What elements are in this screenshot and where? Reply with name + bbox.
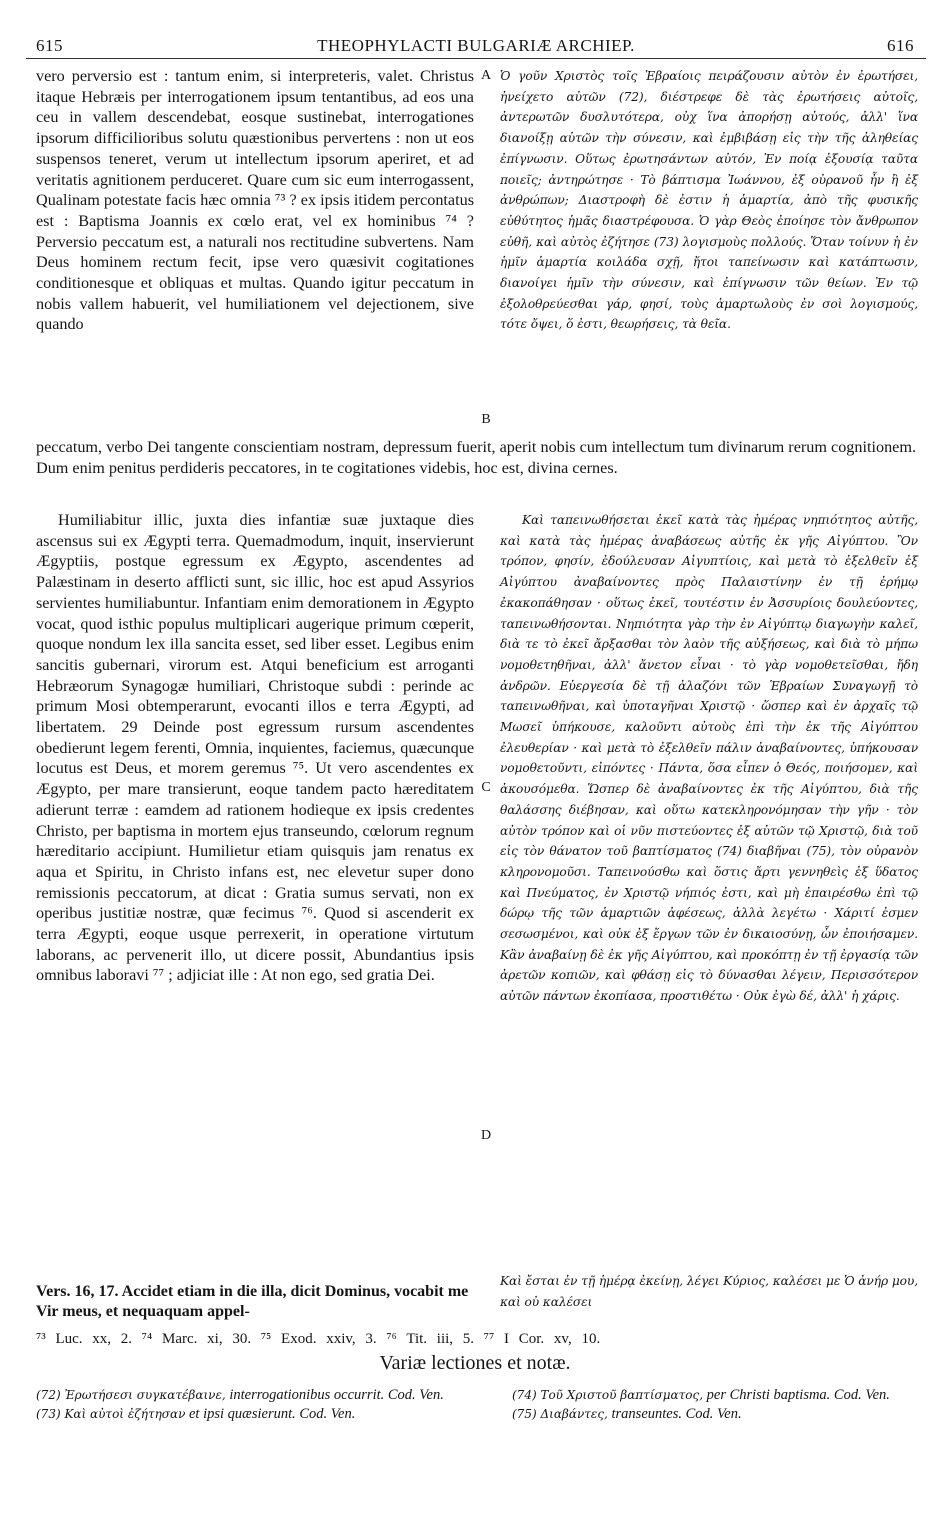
variant-74-greek: (74) Τοῦ Χριστοῦ βαπτίσματος, <box>512 1388 704 1402</box>
margin-marker-d: D <box>480 1128 492 1143</box>
latin-paragraph-1: vero perversio est : tantum enim, si interpreteris, valet. Christus itaque Hebræis per interrogationem ipsum tentantibus, ad eos una ceu in vallem descendebat, eosque sustinebat, interrogationes ipsorum difficilioribus solutu quæstionibus pervertens : non ut eos suspensos teneret, verum ut intellectum ipsorum aperiret, et ad veritatis agnitionem perduceret. Quare cum sic eum interrogassent, Qualinam potestate facis hæc omnia ⁷³ ? ex ipsis itidem percontatus est : Baptisma Joannis ex cœlo erat, vel ex hominibus ⁷⁴ ? Perversio peccatum est, a naturali nos rectitudine subvertens. Nam Deus hominem rectum fecit, ipse vero quæsivit cogitationes conditionesque et obliquas et multas. Quando igitur peccatum in nobis vallem habuerit, vel humiliationem vel dejectionem, sive quando <box>36 67 474 334</box>
variant-note-73 <box>36 1405 466 1423</box>
greek-paragraph-1: Ὁ γοῦν Χριστὸς τοῖς Ἑβραίοις πειράζουσιν αὐτὸν ἐν ἐρωτήσει, ἠνείχετο αὐτῶν (72), διέστρεφε δὲ τὰς ἐρωτήσεις αὐτοῖς, ἀντερωτῶν δυσλυτότερα, οὐχ ἵνα ἀπορήσῃ αὐτούς, ἀλλ' ἵνα διανοίξῃ αὐτῶν τὴν σύνεσιν, καὶ ἐμβιβάσῃ εἰς τὴν τῆς ἀληθείας ἐπίγνωσιν. Οὕτως ἐρωτησάντων αὐτόν, Ἐν ποίᾳ ἐξουσίᾳ ταῦτα ποιεῖς; ἀντηρώτησε · Τὸ βάπτισμα Ἰωάννου, ἐξ οὐρανοῦ ἦν ἢ ἐξ ἀνθρώπων; Διαστροφὴ δὲ ἐστιν ἡ ἁμαρτία, ἀπὸ τῆς φυσικῆς εὐθύτητος ἡμᾶς διαστρέφουσα. Ὁ γὰρ Θεὸς ἐποίησε τὸν ἄνθρωπον εὐθῆ, καὶ αὐτὸς ἐζήτησε (73) λογισμοὺς πολλούς. Ὅταν τοίνυν ἡ ἐν ἡμῖν ἁμαρτία κοιλάδα σχῇ, ἤτοι ταπείνωσιν καὶ κατάπτωσιν, διανοίγει ἡμῖν τὴν σύνεσιν, καὶ ἐπίγνωσιν τῶν θείων. Ἐν τῷ ἐξολοθρεύεσθαι γάρ, φησί, τοὺς ἁμαρτωλοὺς ἐν σοὶ λογισμούς, τότε ὄψει, ὅ ἐστι, θεωρήσεις, τὰ θεῖα. <box>500 69 918 332</box>
variant-note-74 <box>512 1386 922 1404</box>
variae-left-column <box>36 1386 466 1424</box>
variae-right-column <box>512 1386 922 1424</box>
variant-note-72 <box>36 1386 466 1404</box>
variant-75-latin: transeuntes. Cod. Ven. <box>611 1406 742 1422</box>
margin-marker-c: C <box>481 780 491 795</box>
latin-full-paragraph: peccatum, verbo Dei tangente conscientiam nostram, depressum fuerit, aperit nobis cum intellectum tum divinarum rerum cognitionem. Dum enim penitus perdideris peccatores, in te cogitationes videbis, hoc est, divina cernes. <box>36 438 916 477</box>
variant-73-greek: (73) Καὶ αὐτοὶ ἐζήτησαν <box>36 1407 186 1421</box>
greek-column-2 <box>500 510 918 1007</box>
margin-marker-a: A <box>480 68 492 83</box>
page-number-left: 615 <box>36 36 63 55</box>
greek-paragraph-2: Καὶ ταπεινωθήσεται ἐκεῖ κατὰ τὰς ἡμέρας νηπιότητος αὐτῆς, καὶ κατὰ τὰς ἡμέρας ἀναβάσεως αὐτῆς ἐκ γῆς Αἰγύπτου. Ὃν τρόπον, φησίν, ἐδούλευσαν Αἰγυπτίοις, καὶ μετὰ τὸ ἐξελθεῖν ἐξ Αἰγύπτου ἀναβαίνοντες πρὸς Παλαιστίνην ἐν τῇ ἐρήμῳ ἐκακοπάθησαν · οὕτως ἐκεῖ, τουτέστιν ἐν Ἀσσυρίοις δουλεύοντες, ταπεινωθήσονται. Νηπιότητα γὰρ τὴν ἐν Αἰγύπτῳ διαγωγὴν καλεῖ, διὰ τε τὸ ἐκεῖ ἄρξασθαι τὸν λαὸν τῆς αὐξήσεως, καὶ διὰ τὸ μήπω νομοθετηθῆναι, ἀλλ' ἄνετον εἶναι · τὸ γὰρ νομοθετεῖσθαι, ἤδη ἀνδρῶν. Εὐεργεσία δὲ τῇ ἀλαζόνι τῶν Ἑβραίων Συναγωγῇ τὸ ταπεινωθῆναι, καὶ ὑποταγῆναι Χριστῷ · ὥσπερ καὶ ἐν ἀρχαῖς τῷ Μωσεῖ ὑπήκουσε, καλοῦντι αὐτοὺς ἐπὶ τὴν ἐκ τῆς Αἰγύπτου ἐλευθερίαν · καὶ μετὰ τὸ ἐξελθεῖν πάλιν ἀναβαίνοντες, ὑπήκουσαν νομοθετοῦντι, εἰπόντες · Πάντα, ὅσα εἶπεν ὁ Θεός, ποιήσομεν, καὶ ἀκουσόμεθα. Ὥσπερ δὲ ἀναβαίνοντες ἐκ τῆς Αἰγύπτου, διὰ τῆς θαλάσσης διέβησαν, καὶ οὕτω κατεκληρονόμησαν τὴν γῆν · τὸν αὐτὸν τρόπον καὶ οἱ νῦν πιστεύοντες ἐξ αὐτῶν τῷ Χριστῷ, διὰ τοῦ εἰς τὸν θάνατον τοῦ βαπτίσματος (74) διαβῆναι (75), τὸν οὐρανὸν κληρονομοῦσι. Ταπεινούσθω καὶ ὅστις ἄρτι γεννηθεὶς ἐξ ὕδατος καὶ Πνεύματος, ἐν Χριστῷ νήπιός ἐστι, καὶ μὴ ἐπαιρέσθω ἐπὶ τῷ δώρῳ τῆς τῶν ἁμαρτιῶν ἀφέσεως, ἀλλὰ λεγέτω · Χάριτί ἐσμεν σεσωσμένοι, καὶ οὐκ ἐξ ἔργων τῶν ἐν δικαιοσύνῃ, ὧν ἐποιήσαμεν. Κἂν ἀναβαίνῃ δὲ ἐκ γῆς Αἰγύπτου, καὶ προκόπτῃ ἐν τῇ ἐργασίᾳ τῶν ἀρετῶν κοπιῶν, καὶ φθάσῃ εἰς τὸ δύνασθαι λέγειν, Περισσότερον αὐτῶν πάντων ἐκοπίασα, προστιθέτω · Οὐκ ἐγὼ δέ, ἀλλ' ἡ χάρις. <box>500 513 918 1004</box>
variant-note-75 <box>512 1405 922 1423</box>
variae-title: Variæ lectiones et notæ. <box>379 1352 571 1374</box>
variant-72-latin: interrogationibus occurrit. Cod. Ven. <box>229 1387 444 1403</box>
latin-full-width <box>36 437 916 478</box>
verse-heading-greek: Καὶ ἔσται ἐν τῇ ἡμέρᾳ ἐκείνῃ, λέγει Κύριος, καλέσει με Ὁ ἀνήρ μου, καὶ οὐ καλέσει <box>500 1274 918 1309</box>
page-number-right: 616 <box>887 36 914 55</box>
margin-marker-b: B <box>481 412 491 427</box>
running-head <box>26 34 926 59</box>
latin-column-2 <box>36 510 474 986</box>
variant-72-greek: (72) Ἐρωτήσεσι συγκατέβαινε, <box>36 1388 226 1402</box>
latin-column-1 <box>36 66 474 335</box>
latin-paragraph-2: Humiliabitur illic, juxta dies infantiæ suæ juxtaque dies ascensus sui ex Ægypti terra. Quemadmodum, inquit, inservierunt Ægyptiis, postque egressum ex Ægypto, ascendentes ad Palæstinam in deserto afflicti sunt, sic illic, hoc est apud Assyrios servientes humiliabuntur. Infantiam enim demorationem in Ægypto vocat, quod isthic populus multiplicari augerique primum cœperit, quoque nondum lex illa sancita esset, sed liber esset. Legibus enim sancitis gubernari, virorum est. Atqui beneficium est arroganti Hebræorum Synagogæ humiliari, Christoque subdi : perinde ac primum Mosi obtemperarunt, evocanti illos e terra Ægypti, ad libertatem. 29 Deinde post egressum rursum ascendentes obedierunt legem ferenti, Omnia, inquientes, faciemus, quæcunque locutus est Deus, et morem geremus ⁷⁵. Ut vero ascendentes ex Ægypto, per mare transierunt, eoque tandem pacto hæreditatem adierunt terræ : eamdem ad rationem hodieque ex ipsis credentes Christo, per baptisma in mortem ejus transeundo, cœlorum regnum hæreditario accipiunt. Humilietur etiam quisquis jam renatus ex aqua et Spiritu, in Christo infans est, nec elevetur super dono remissionis peccatorum, at dicat : Gratia sumus servati, non ex operibus justitiæ nostræ, quæ fecimus ⁷⁶. Quod si ascenderit ex terra Ægypti, eoque usque perrexerit, in operatione virtutum laborans, ac pervenerit illo, ut dicere possit, Abundantius ipsis omnibus laboravi ⁷⁷ ; adjiciat ille : At non ego, sed gratia Dei. <box>36 511 474 985</box>
variant-75-greek: (75) Διαβάντες, <box>512 1407 608 1421</box>
variant-74-latin: per Christi baptisma. Cod. Ven. <box>706 1387 890 1403</box>
verse-heading-latin: Vers. 16, 17. Accidet etiam in die illa, dicit Dominus, vocabit me Vir meus, et nequaquam appel- <box>36 1283 469 1320</box>
variant-73-latin: et ipsi quæsierunt. Cod. Ven. <box>189 1406 356 1422</box>
running-title: THEOPHYLACTI BULGARIÆ ARCHIEP. <box>317 36 635 55</box>
greek-column-1 <box>500 66 918 335</box>
scripture-references: ⁷³ Luc. xx, 2. ⁷⁴ Marc. xi, 30. ⁷⁵ Exod. xxiv, 3. ⁷⁶ Tit. iii, 5. ⁷⁷ I Cor. xv, 10. <box>36 1331 601 1347</box>
